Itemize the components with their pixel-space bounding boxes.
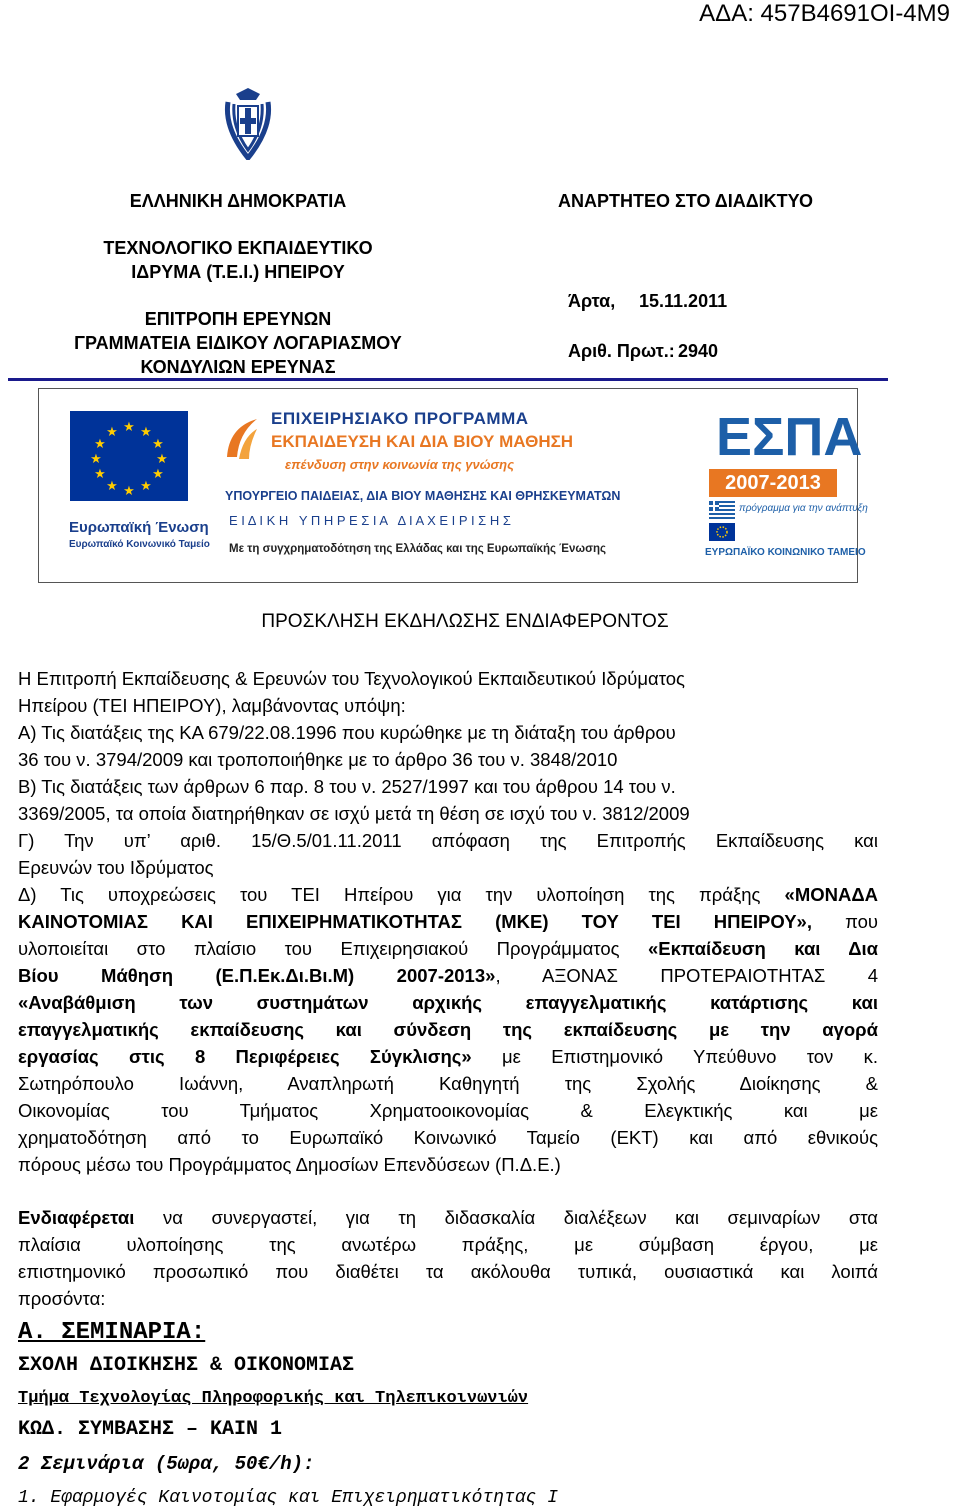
recital-a-line: Α) Τις διατάξεις της ΚΑ 679/22.08.1996 που κυρώθηκε με τη διάταξη του άρθρου <box>18 722 676 743</box>
interest-block <box>18 1204 878 1312</box>
recital-d-line: χρηματοδότηση από το Ευρωπαϊκό Κοινωνικό Ταμείο (ΕΚΤ) και από εθνικούς <box>18 1127 878 1148</box>
recital-d-line: υλοποιείται στο πλαίσιο του Επιχειρησιακού Προγράμματος «Εκπαίδευση και Δια <box>18 938 878 959</box>
recital-d-line: Σωτηρόπουλο Ιωάννη, Αναπληρωτή Καθηγητή της Σχολής Διοίκησης & <box>18 1073 878 1094</box>
espa-slogan: πρόγραμμα για την ανάπτυξη <box>739 503 868 514</box>
greek-flag-icon <box>709 501 735 519</box>
interest-line: προσόντα: <box>18 1288 106 1309</box>
seminar-item: 1. Εφαρμογές Καινοτομίας και Επιχειρηματικότητας Ι <box>18 1488 559 1508</box>
date-label: Άρτα, <box>568 291 616 311</box>
recital-d-line: επαγγελματικής εκπαίδευσης και σύνδεση της εκπαίδευσης με την αγορά <box>18 1019 878 1040</box>
recital-d-line: πόρους μέσω του Προγράμματος Δημοσίων Επενδύσεων (Π.Δ.Ε.) <box>18 1154 561 1175</box>
svg-text:★: ★ <box>94 467 106 482</box>
intro-line: Ηπείρου (ΤΕΙ ΗΠΕΙΡΟΥ), λαμβάνοντας υπόψη: <box>18 695 406 716</box>
svg-text:★: ★ <box>140 479 152 494</box>
svg-text:★: ★ <box>123 484 135 499</box>
eu-fund: Ευρωπαϊκό Κοινωνικό Ταμείο <box>69 539 210 550</box>
svg-text:★: ★ <box>152 437 164 452</box>
department-heading: Τμήμα Τεχνολογίας Πληροφορικής και Τηλεπικοινωνιών <box>18 1389 529 1408</box>
protocol-value: 2940 <box>678 341 719 361</box>
espa-years: 2007-2013 <box>709 469 837 497</box>
recital-d-line: εργασίας στις 8 Περιφέρειες Σύγκλισης» με Επιστημονικό Υπεύθυνο τον κ. <box>18 1046 878 1067</box>
republic-heading: ΕΛΛΗΝΙΚΗ ΔΗΜΟΚΡΑΤΙΑ <box>129 191 347 211</box>
recital-d-line: Βίου Μάθηση (Ε.Π.Εκ.Δι.Βι.Μ) 2007-2013», ΑΞΟΝΑΣ ΠΡΟΤΕΡΑΙΟΤΗΤΑΣ 4 <box>18 965 878 986</box>
recital-d-line: «Αναβάθμιση των συστημάτων αρχικής επαγγελματικής κατάρτισης και <box>18 992 878 1013</box>
ada-code: ΑΔΑ: 457Β4691ΟΙ-4Μ9 <box>699 0 950 27</box>
interest-line: επιστημονικό προσωπικό που διαθέτει τα ακόλουθα τυπικά, ουσιαστικά και λοιπά <box>18 1261 878 1282</box>
svg-text:★: ★ <box>94 437 106 452</box>
secretariat-name: ΓΡΑΜΜΑΤΕΙΑ ΕΙΔΙΚΟΥ ΛΟΓΑΡΙΑΣΜΟΥ <box>74 333 402 353</box>
intro-line: Η Επιτροπή Εκπαίδευσης & Ερευνών του Τεχνολογικού Εκπαιδευτικού Ιδρύματος <box>18 668 685 689</box>
espa-title: ΕΣΠΑ <box>716 407 863 467</box>
contract-code: ΚΩΔ. ΣΥΜΒΑΣΗΣ – ΚΑΙΝ 1 <box>18 1418 283 1441</box>
op-title-line1: ΕΠΙΧΕΙΡΗΣΙΑΚΟ ΠΡΟΓΡΑΜΜΑ <box>271 409 529 428</box>
recital-d-line: Δ) Τις υποχρεώσεις του ΤΕΙ Ηπείρου για την υλοποίηση της πράξης «ΜΟΝΑΔΑ <box>18 884 878 905</box>
svg-text:★: ★ <box>106 479 118 494</box>
school-heading: ΣΧΟΛΗ ΔΙΟΙΚΗΣΗΣ & ΟΙΚΟΝΟΜΙΑΣ <box>18 1354 355 1377</box>
recital-c-line: Ερευνών του Ιδρύματος <box>18 857 214 878</box>
header-rule <box>8 378 888 381</box>
funds-name: ΚΟΝΔΥΛΙΩΝ ΕΡΕΥΝΑΣ <box>140 357 336 377</box>
ministry-name: ΥΠΟΥΡΓΕΙΟ ΠΑΙΔΕΙΑΣ, ΔΙΑ ΒΙΟΥ ΜΑΘΗΣΗΣ ΚΑΙ ΘΡΗΣΚΕΥΜΑΤΩΝ <box>225 489 621 503</box>
section-a-heading: Α. ΣΕΜΙΝΑΡΙΑ: <box>18 1319 206 1346</box>
eu-small-flag-icon <box>709 523 735 541</box>
espa-fund: ΕΥΡΩΠΑΪΚΟ ΚΟΙΝΩΝΙΚΟ ΤΑΜΕΙΟ <box>705 547 866 558</box>
document-title: ΠΡΟΣΚΛΗΣΗ ΕΚΔΗΛΩΣΗΣ ΕΝΔΙΑΦΕΡΟΝΤΟΣ <box>261 611 669 632</box>
svg-text:★: ★ <box>90 452 102 467</box>
managing-service: Ε Ι Δ Ι Κ Η Υ Π Η Ρ Ε Σ Ι Α Δ Ι Α Χ Ε Ι Ρ Ι Σ Η Σ <box>229 513 511 528</box>
funding-banner <box>38 388 868 583</box>
op-title-line2: ΕΚΠΑΙΔΕΥΣΗ ΚΑΙ ΔΙΑ ΒΙΟΥ ΜΑΘΗΣΗ <box>271 432 574 451</box>
committee-name: ΕΠΙΤΡΟΠΗ ΕΡΕΥΝΩΝ <box>144 309 332 329</box>
svg-text:★: ★ <box>123 420 135 435</box>
svg-text:★: ★ <box>140 425 152 440</box>
recital-d-line: Οικονομίας του Τμήματος Χρηματοοικονομίας & Ελεγκτικής και με <box>18 1100 878 1121</box>
greek-coat-of-arms-icon <box>216 88 280 160</box>
eu-name: Ευρωπαϊκή Ένωση <box>69 519 209 536</box>
recital-a-line: 36 του ν. 3794/2009 και τροποποιήθηκε με το άρθρο 36 του ν. 3848/2010 <box>18 749 618 770</box>
cofinance-note: Με τη συγχρηματοδότηση της Ελλάδας και της Ευρωπαϊκής Ένωσης <box>229 543 606 555</box>
protocol-label: Αριθ. Πρωτ.: <box>568 341 675 361</box>
date-value: 15.11.2011 <box>639 291 728 311</box>
posting-notice: ΑΝΑΡΤΗΤΕΟ ΣΤΟ ΔΙΑΔΙΚΤΥΟ <box>558 191 813 211</box>
recitals-block <box>18 665 878 1178</box>
recital-b-line: 3369/2005, τα οποία διατηρήθηκαν σε ισχύ μετά τη θέση σε ισχύ του ν. 3812/2009 <box>18 803 690 824</box>
institution-line1: ΤΕΧΝΟΛΟΓΙΚΟ ΕΚΠΑΙΔΕΥΤΙΚΟ <box>103 238 373 258</box>
interest-line: πλαίσια υλοποίησης της ανωτέρω πράξης, με σύμβαση έργου, με <box>18 1234 878 1255</box>
eu-flag-icon <box>70 411 188 501</box>
recital-d-line: ΚΑΙΝΟΤΟΜΙΑΣ ΚΑΙ ΕΠΙΧΕΙΡΗΜΑΤΙΚΟΤΗΤΑΣ (ΜΚΕ) ΤΟΥ ΤΕΙ ΗΠΕΙΡΟΥ», που <box>18 911 878 932</box>
svg-text:★: ★ <box>156 452 168 467</box>
op-logo-icon <box>225 417 259 461</box>
recital-c-line: Γ) Την υπ’ αριθ. 15/Θ.5/01.11.2011 απόφαση της Επιτροπής Εκπαίδευσης και <box>18 830 878 851</box>
institution-line2: ΙΔΡΥΜΑ (Τ.Ε.Ι.) ΗΠΕΙΡΟΥ <box>131 262 345 282</box>
recital-b-line: Β) Τις διατάξεις των άρθρων 6 παρ. 8 του ν. 2527/1997 και του άρθρου 14 του ν. <box>18 776 676 797</box>
op-slogan: επένδυση στην κοινωνία της γνώσης <box>285 457 515 472</box>
svg-text:★: ★ <box>152 467 164 482</box>
seminars-count: 2 Σεμινάρια (5ωρα, 50€/h): <box>18 1453 315 1475</box>
svg-text:★: ★ <box>106 425 118 440</box>
interest-line: Ενδιαφέρεται να συνεργαστεί, για τη διδασκαλία διαλέξεων και σεμιναρίων στα <box>18 1207 878 1228</box>
